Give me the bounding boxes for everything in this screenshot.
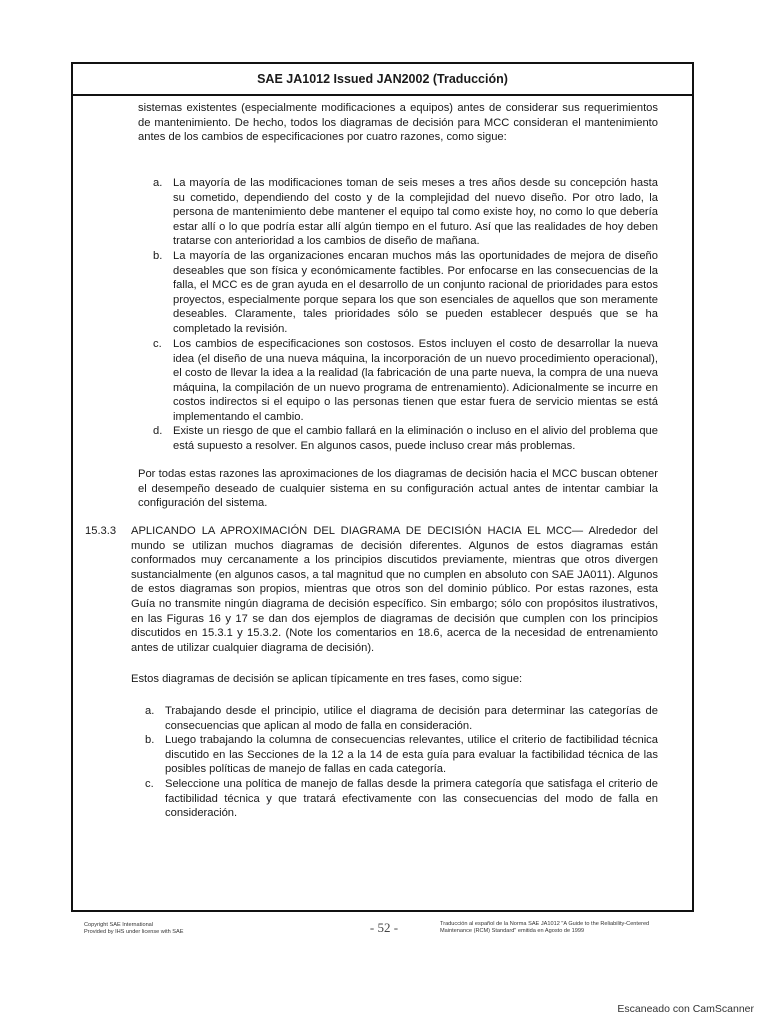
conclusion-paragraph: Por todas estas razones las aproximaciones de los diagramas de decisión hacia el MCC buscan obtener el desempeño deseado de cualquier sistema en su configuración actual antes de intentar cambiar la configuración del sistema.	[138, 468, 658, 510]
list-item-text: Trabajando desde el principio, utilice el diagrama de decisión para determinar las categorías de consecuencias que aplican al modo de falla en consideración.	[165, 705, 658, 732]
list-item-text: La mayoría de las organizaciones encaran muchos más las oportunidades de mejora de diseño deseables que son física y económicamente factibles. Por enfocarse en las consecuencias de la falla, el MCC es de gran ayuda en el desarrollo de un conjunto racional de prioridades para estos proyectos, especialmente porque separa los que son esenciales de aquellos que son meramente deseables. Claramente, tales prioridades sólo se pueden establecer después que se ha completado la revisión.	[173, 250, 658, 335]
scanner-watermark: Escaneado con CamScanner	[617, 1003, 754, 1015]
section-number: 15.3.3	[85, 525, 117, 537]
list-item-text: Existe un riesgo de que el cambio fallará en la eliminación o incluso en el alivio del problema que está supuesto a resolver. En algunos casos, puede incluso crear más problemas.	[173, 425, 658, 452]
list-marker: b.	[145, 734, 155, 746]
translation-line-2: Maintenance (RCM) Standard" emitida en Agosto de 1999	[440, 928, 585, 934]
translation-line-1: Traducción al español de la Norma SAE JA1012 "A Guide to the Reliability-Centered	[440, 921, 650, 927]
list-marker: b.	[153, 250, 163, 262]
document-title: SAE JA1012 Issued JAN2002 (Traducción)	[257, 72, 508, 86]
list-marker: c.	[145, 778, 154, 790]
list-item-text: La mayoría de las modificaciones toman de seis meses a tres años desde su concepción hasta su cometido, dependiendo del costo y de la complejidad del nuevo diseño. Por otro lado, la persona de mantenimiento debe mantener el equipo tal como existe hoy, no como lo que debería estar allí o lo que podría estar allí algún tiempo en el futuro. Así que las realidades de hoy deben tratarse con anterioridad a los cambios de diseño de mañana.	[173, 177, 658, 248]
list-item-text: Los cambios de especificaciones son costosos. Estos incluyen el costo de desarrollar la nueva idea (el diseño de una nueva máquina, la incorporación de un nuevo procedimiento operacional), el costo de llevar la idea a la realidad (la fabricación de una parte nueva, la compra de una nueva máquina, la compilación de un nuevo programa de entrenamiento). Adicionalmente se incurre en costos indirectos si el equipo o las personas tienen que estar fuera de servicio mientas se está implementando el cambio.	[173, 338, 658, 423]
copyright-line: Copyright SAE International	[84, 922, 154, 928]
footer-copyright	[84, 922, 184, 936]
page-header	[73, 64, 692, 96]
list-marker: d.	[153, 425, 163, 437]
license-line: Provided by IHS under license with SAE	[84, 929, 184, 935]
footer-translation-note	[440, 921, 690, 935]
intro-paragraph: sistemas existentes (especialmente modificaciones a equipos) antes de considerar sus requerimientos de mantenimiento. De hecho, todos los diagramas de decisión para MCC consideran el mantenimiento antes de los cambios de especificaciones por cuatro razones, como sigue:	[138, 102, 658, 144]
page-content	[73, 96, 692, 910]
page-number: - 52 -	[369, 920, 399, 935]
phases-intro: Estos diagramas de decisión se aplican típicamente en tres fases, como sigue:	[131, 673, 523, 685]
list-marker: c.	[153, 338, 162, 350]
list-item-text: Luego trabajando la columna de consecuencias relevantes, utilice el criterio de factibilidad técnica discutido en las Secciones de la 12 a la 14 de esta guía para evaluar la factibilidad técnica de las posibles políticas de manejo de fallas en cada categoría.	[165, 734, 658, 776]
page-frame	[71, 62, 694, 912]
list-marker: a.	[145, 705, 155, 717]
list-marker: a.	[153, 177, 163, 189]
list-item-text: Seleccione una política de manejo de fallas desde la primera categoría que satisfaga el criterio de factibilidad técnica y que tratará efectivamente con las consecuencias del modo de falla en consideración.	[165, 778, 658, 820]
section-paragraph: APLICANDO LA APROXIMACIÓN DEL DIAGRAMA DE DECISIÓN HACIA EL MCC— Alrededor del mundo se utilizan muchos diagramas de decisión diferentes. Algunos de estos diagramas están conformados muy cercanamente a los principios discutidos previamente, mientras que otros divergen sustancialmente (en algunos casos, a tal magnitud que no cumplen en absoluto con SAE JA011). Algunos de estos diagramas son propios, mientras que otros son del dominio público. Por estas razones, esta Guía no transmite ningún diagrama de decisión específico. Sin embargo; sólo con propósitos ilustrativos, en las Figuras 16 y 17 se dan dos ejemplos de diagramas de decisión que cumplen con los principios discutidos en 15.3.1 y 15.3.2. (Note los comentarios en 18.6, acerca de la necesidad de entrenamiento antes de utilizar cualquier diagrama de decisión).	[131, 525, 658, 654]
